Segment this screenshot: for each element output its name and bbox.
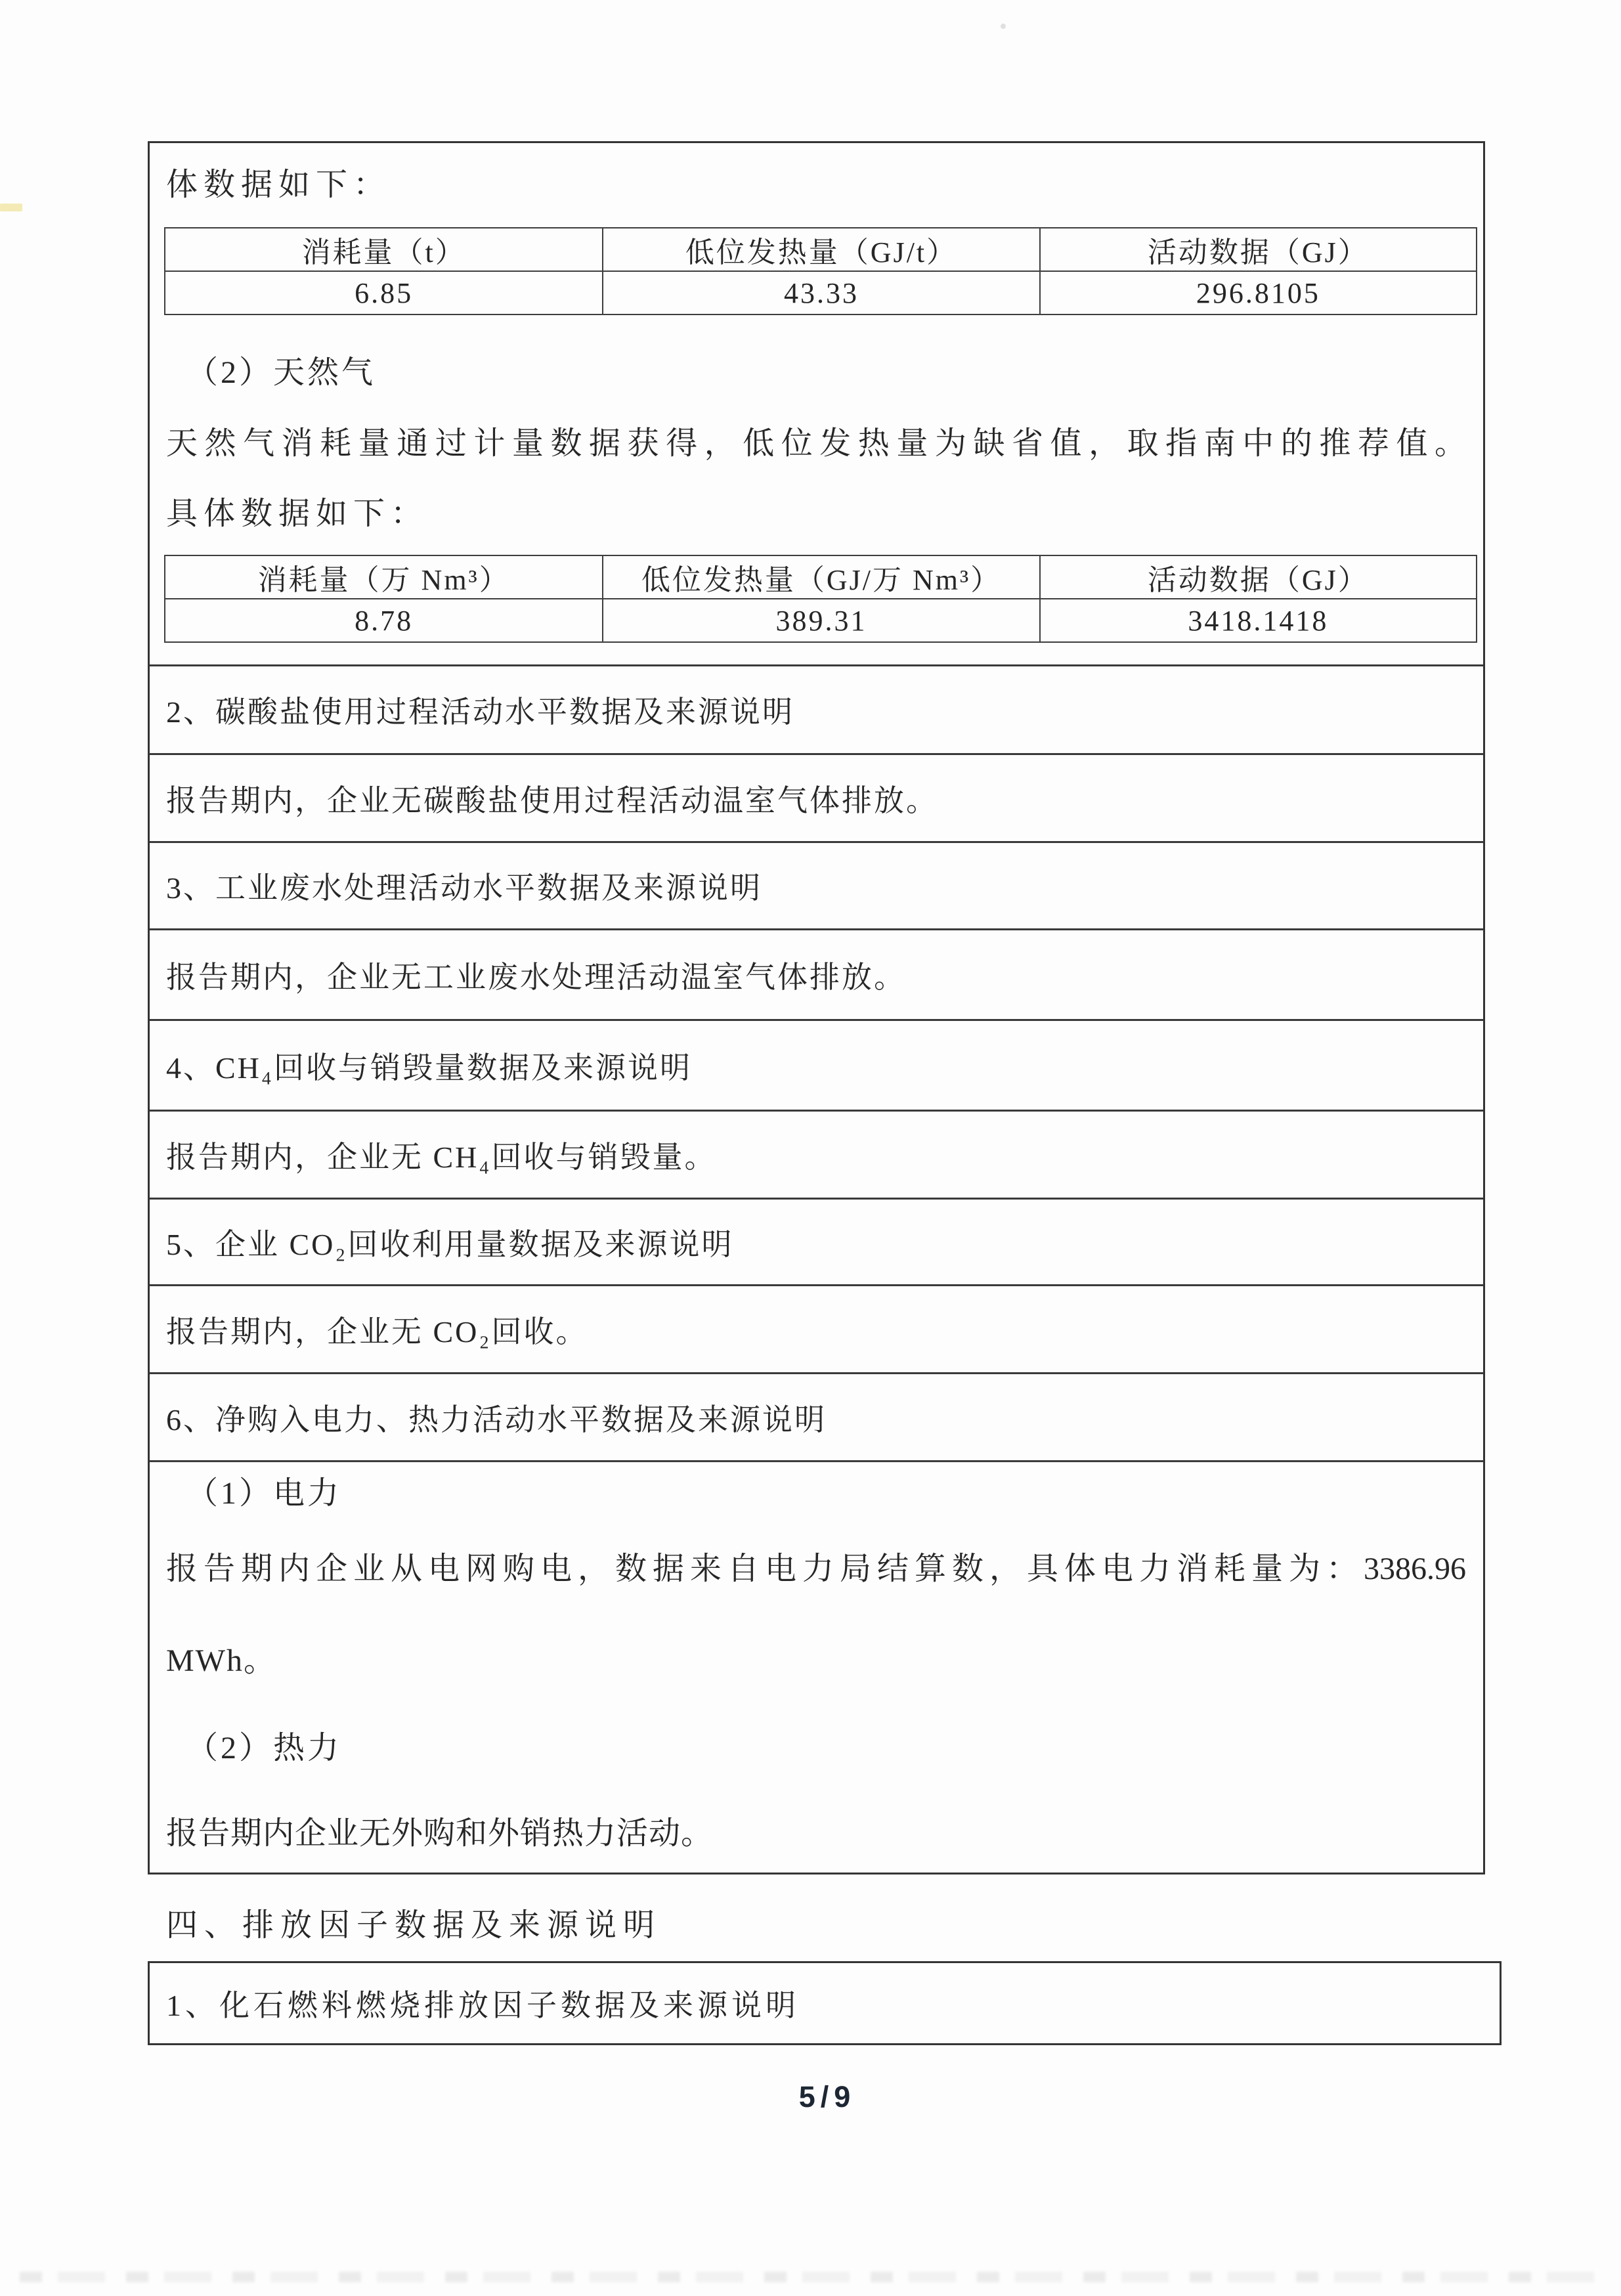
natural-gas-subheading: （2）天然气: [186, 355, 376, 390]
emission-factor-table: [148, 1961, 1502, 2045]
fossil-fuel-factor-heading: 1、化石燃料燃烧排放因子数据及来源说明: [166, 1989, 800, 2022]
diesel-heat-value-header: 低位发热量（GJ/t）: [603, 228, 1039, 271]
diesel-activity-data-header: 活动数据（GJ）: [1040, 228, 1477, 271]
chapter-four-heading: 四、排放因子数据及来源说明: [166, 1908, 662, 1943]
gas-consumption-header: 消耗量（万 Nm³）: [165, 555, 603, 599]
electricity-subheading: （1）电力: [186, 1476, 342, 1511]
fuel-activity-section: [150, 143, 1483, 666]
diesel-consumption-value: 6.85: [165, 271, 603, 314]
page-edge-ghosting-artifact: [20, 2272, 1601, 2282]
section-heading-co2-recovery: [150, 1200, 1483, 1286]
continuation-text: 体数据如下：: [166, 167, 391, 202]
section-body-text: 报告期内，企业无工业废水处理活动温室气体排放。: [166, 960, 906, 994]
section-body-text: 报告期内，企业无 CO₂回收。: [166, 1314, 588, 1349]
diesel-table-value-row: [165, 271, 1477, 314]
section-body-text: 报告期内，企业无碳酸盐使用过程活动温室气体排放。: [166, 783, 938, 817]
section-heading-text: 5、企业 CO₂回收利用量数据及来源说明: [166, 1227, 734, 1261]
power-heat-section: [150, 1462, 1483, 1873]
diesel-data-table: [164, 227, 1477, 315]
section-body-wastewater: [150, 930, 1483, 1021]
activity-data-table: [148, 141, 1485, 1874]
scan-speck-artifact: [1001, 24, 1006, 29]
section-heading-text: 4、CH₄回收与销毁量数据及来源说明: [166, 1051, 692, 1085]
section-heading-text: 6、净购入电力、热力活动水平数据及来源说明: [166, 1402, 827, 1437]
section-heading-text: 2、碳酸盐使用过程活动水平数据及来源说明: [166, 695, 794, 729]
section-heading-text: 3、工业废水处理活动水平数据及来源说明: [166, 871, 762, 905]
gas-table-value-row: [165, 599, 1477, 642]
section-heading-purchased-power: [150, 1374, 1483, 1462]
gas-table-header-row: [165, 555, 1477, 599]
natural-gas-description: 天然气消耗量通过计量数据获得，低位发热量为缺省值，取指南中的推荐值。: [166, 426, 1466, 461]
diesel-consumption-header: 消耗量（t）: [165, 228, 603, 271]
electricity-paragraph: 报告期内企业从电网购电，数据来自电力局结算数，具体电力消耗量为：3386.96: [166, 1551, 1466, 1586]
natural-gas-table-intro: 具体数据如下：: [166, 496, 429, 531]
electricity-paragraph-wrap: MWh。: [166, 1643, 276, 1678]
highlight-artifact: [0, 204, 22, 211]
section-heading-wastewater: [150, 843, 1483, 930]
section-heading-carbonate: [150, 666, 1483, 755]
section-body-carbonate: [150, 755, 1483, 843]
section-body-ch4-recovery: [150, 1112, 1483, 1200]
gas-consumption-value: 8.78: [165, 599, 603, 642]
gas-heat-value-header: 低位发热量（GJ/万 Nm³）: [603, 555, 1039, 599]
diesel-table-header-row: [165, 228, 1477, 271]
section-heading-ch4-recovery: [150, 1021, 1483, 1112]
heat-subheading: （2）热力: [186, 1731, 342, 1765]
heat-paragraph: 报告期内企业无外购和外销热力活动。: [166, 1816, 714, 1851]
gas-activity-data-header: 活动数据（GJ）: [1040, 555, 1477, 599]
gas-heat-value: 389.31: [603, 599, 1039, 642]
section-body-text: 报告期内，企业无 CH₄回收与销毁量。: [166, 1140, 717, 1174]
page-number: 5/9: [798, 2080, 856, 2113]
natural-gas-data-table: [164, 555, 1477, 643]
section-body-co2-recovery: [150, 1286, 1483, 1374]
diesel-activity-value: 296.8105: [1040, 271, 1477, 314]
gas-activity-value: 3418.1418: [1040, 599, 1477, 642]
diesel-heat-value: 43.33: [603, 271, 1039, 314]
